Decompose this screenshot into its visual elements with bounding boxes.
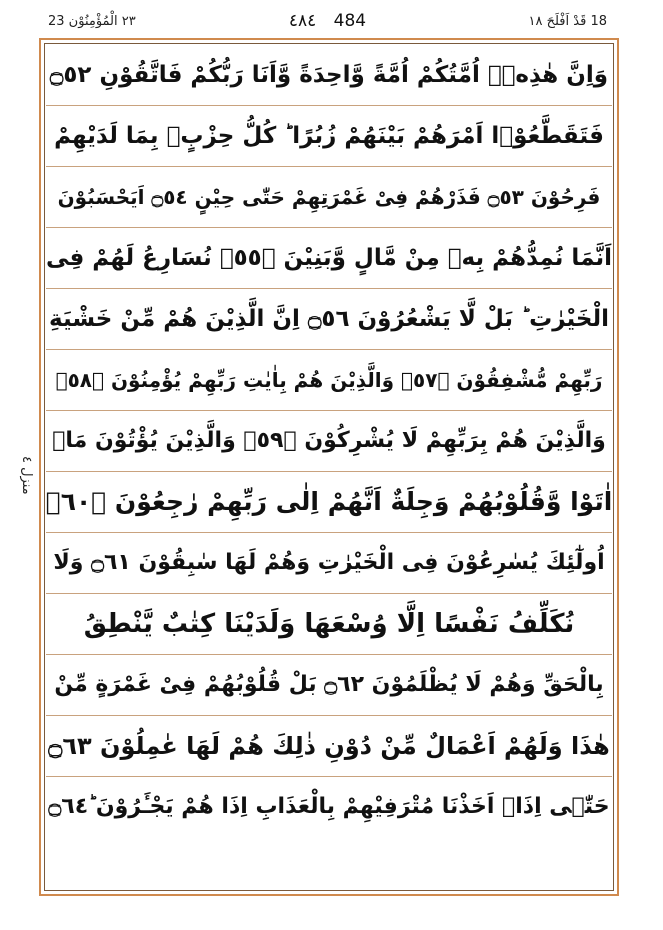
verse-line-5: الْخَيْرٰتِ ؕ بَلْ لَّا يَشْعُرُوْنَ ۝٥٦ اِنَّ الَّذِيْنَ هُمْ مِّنْ خَشْيَةِ xyxy=(46,288,612,350)
page-number-arabic: ٤٨٤ xyxy=(288,11,317,31)
juz-name: 18 قَدْ اَفْلَحَ ١٨ xyxy=(528,14,607,29)
verse-line-10: نُكَلِّفُ نَفْسًا اِلَّا وُسْعَهَا وَلَدَيْنَا كِتٰبٌ يَّنْطِقُ xyxy=(46,593,612,655)
verse-line-9: اُولٰٓئِكَ يُسٰرِعُوْنَ فِی الْخَيْرٰتِ وَهُمْ لَهَا سٰبِقُوْنَ ۝٦١ وَلَا xyxy=(46,532,612,594)
verse-line-4: اَنَّمَا نُمِدُّهُمْ بِهٖ مِنْ مَّالٍ وَّبَنِيْنَ ۝٥٥ۙ نُسَارِعُ لَهُمْ فِی xyxy=(46,227,612,289)
verse-line-1: وَاِنَّ هٰذِهٖۤ اُمَّتُكُمْ اُمَّةً وَّاحِدَةً وَّاَنَا رَبُّكُمْ فَاتَّقُوْنِ ۝٥٢ xyxy=(46,44,612,106)
verse-line-13: حَتّٰۤى اِذَاۤ اَخَذْنَا مُتْرَفِيْهِمْ بِالْعَذَابِ اِذَا هُمْ يَجْـَٔرُوْنَ ۝٦٤ؕ xyxy=(48,794,610,819)
verse-line-2: فَتَقَطَّعُوْۤا اَمْرَهُمْ بَيْنَهُمْ زُبُرًا ؕ كُلُّ حِزْبٍۭ بِمَا لَدَيْهِمْ xyxy=(46,105,612,167)
verse-line-3: فَرِحُوْنَ ۝٥٣ فَذَرْهُمْ فِیْ غَمْرَتِهِمْ حَتّٰى حِيْنٍ ۝٥٤ اَيَحْسَبُوْنَ xyxy=(46,166,612,228)
verse-line-7: وَالَّذِيْنَ هُمْ بِرَبِّهِمْ لَا يُشْرِكُوْنَ ۝٥٩ۙ وَالَّذِيْنَ يُؤْتُوْنَ مَاۤ xyxy=(46,410,612,472)
verse-line-12: هٰذَا وَلَهُمْ اَعْمَالٌ مِّنْ دُوْنِ ذٰلِكَ هُمْ لَهَا عٰمِلُوْنَ ۝٦٣ xyxy=(46,715,612,777)
verse-line-6: رَبِّهِمْ مُّشْفِقُوْنَ ۝٥٧ۙ وَالَّذِيْنَ هُمْ بِاٰيٰتِ رَبِّهِمْ يُؤْمِنُوْنَ ۝٥٨ۙ xyxy=(46,349,612,411)
surah-name: ٢٣ الْمُؤْمِنُوْن 23 xyxy=(48,14,136,29)
page-header xyxy=(40,10,615,36)
page-number-latin: 484 xyxy=(333,11,367,31)
verse-line-8: اٰتَوْا وَّقُلُوْبُهُمْ وَجِلَةٌ اَنَّهُمْ اِلٰى رَبِّهِمْ رٰجِعُوْنَ ۝٦٠ۙ xyxy=(46,471,612,533)
manzil-marker: منزل ٤ xyxy=(19,455,34,495)
verse-line-11: بِالْحَقِّ وَهُمْ لَا يُظْلَمُوْنَ ۝٦٢ بَلْ قُلُوْبُهُمْ فِیْ غَمْرَةٍ مِّنْ xyxy=(46,654,612,716)
